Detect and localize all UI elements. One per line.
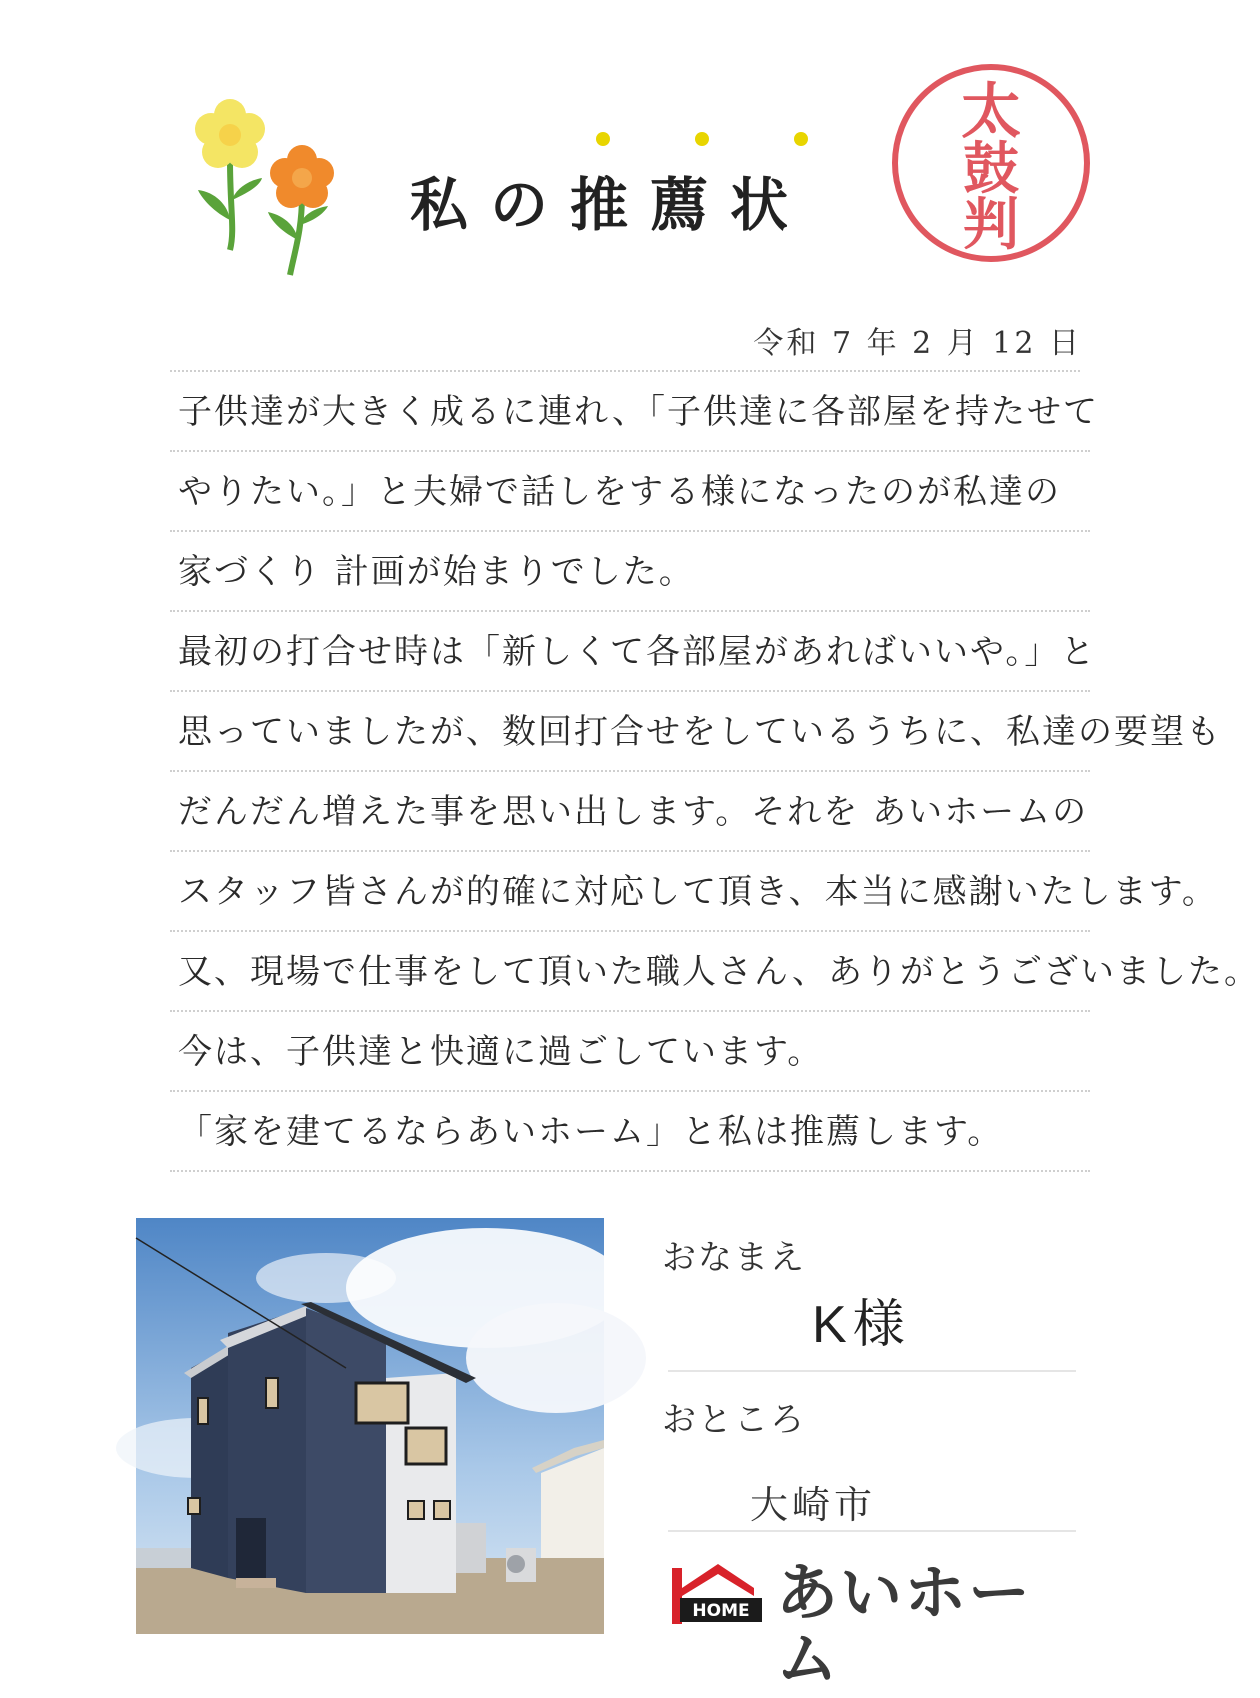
divider bbox=[668, 1530, 1076, 1532]
home-mark-icon bbox=[672, 1560, 764, 1626]
page-title: 私の推薦状 bbox=[410, 171, 811, 239]
letter-line: 家づくり 計画が始まりでした。 bbox=[170, 532, 1090, 612]
divider bbox=[668, 1370, 1076, 1372]
letter-line: だんだん増えた事を思い出します。それを あいホームの bbox=[170, 772, 1090, 852]
letter-line: 最初の打合せ時は「新しくて各部屋があればいいや。」と bbox=[170, 612, 1090, 692]
address-label: おところ bbox=[662, 1401, 806, 1439]
logo-mark-text: HOME bbox=[692, 1601, 750, 1621]
seal-char: 鼓 bbox=[963, 136, 1019, 202]
customer-address: 大崎市 bbox=[750, 1483, 877, 1527]
letter-body bbox=[170, 372, 1260, 1172]
dot bbox=[695, 132, 709, 146]
letter-line: 今は、子供達と快適に過ごしています。 bbox=[170, 1012, 1090, 1092]
letter-line: 子供達が大きく成るに連れ、「子供達に各部屋を持たせて bbox=[170, 372, 1090, 452]
dot bbox=[596, 132, 610, 146]
company-logo bbox=[672, 1556, 1082, 1695]
house-photo bbox=[136, 1218, 604, 1634]
seal-stamp bbox=[888, 60, 1094, 266]
seal-char: 判 bbox=[963, 192, 1019, 258]
letter-date: 令和 7 年 2 月 12 日 bbox=[753, 326, 1082, 361]
letter-line: 思っていましたが、数回打合せをしているうちに、私達の要望も bbox=[170, 692, 1090, 772]
name-label: おなまえ bbox=[662, 1239, 806, 1277]
logo-text: あいホーム bbox=[776, 1556, 1033, 1695]
seal-char: 太 bbox=[961, 77, 1021, 147]
customer-name: K様 bbox=[812, 1296, 911, 1354]
decorative-dots bbox=[596, 132, 816, 148]
letter-line: 「家を建てるならあいホーム」と私は推薦します。 bbox=[170, 1092, 1090, 1172]
letter-line: やりたい。」と夫婦で話しをする様になったのが私達の bbox=[170, 452, 1090, 532]
flowers-illustration bbox=[190, 100, 360, 290]
dot bbox=[794, 132, 808, 146]
letter-line: スタッフ皆さんが的確に対応して頂き、本当に感謝いたします。 bbox=[170, 852, 1090, 932]
letter-line: 又、現場で仕事をして頂いた職人さん、ありがとうございました。 bbox=[170, 932, 1090, 1012]
